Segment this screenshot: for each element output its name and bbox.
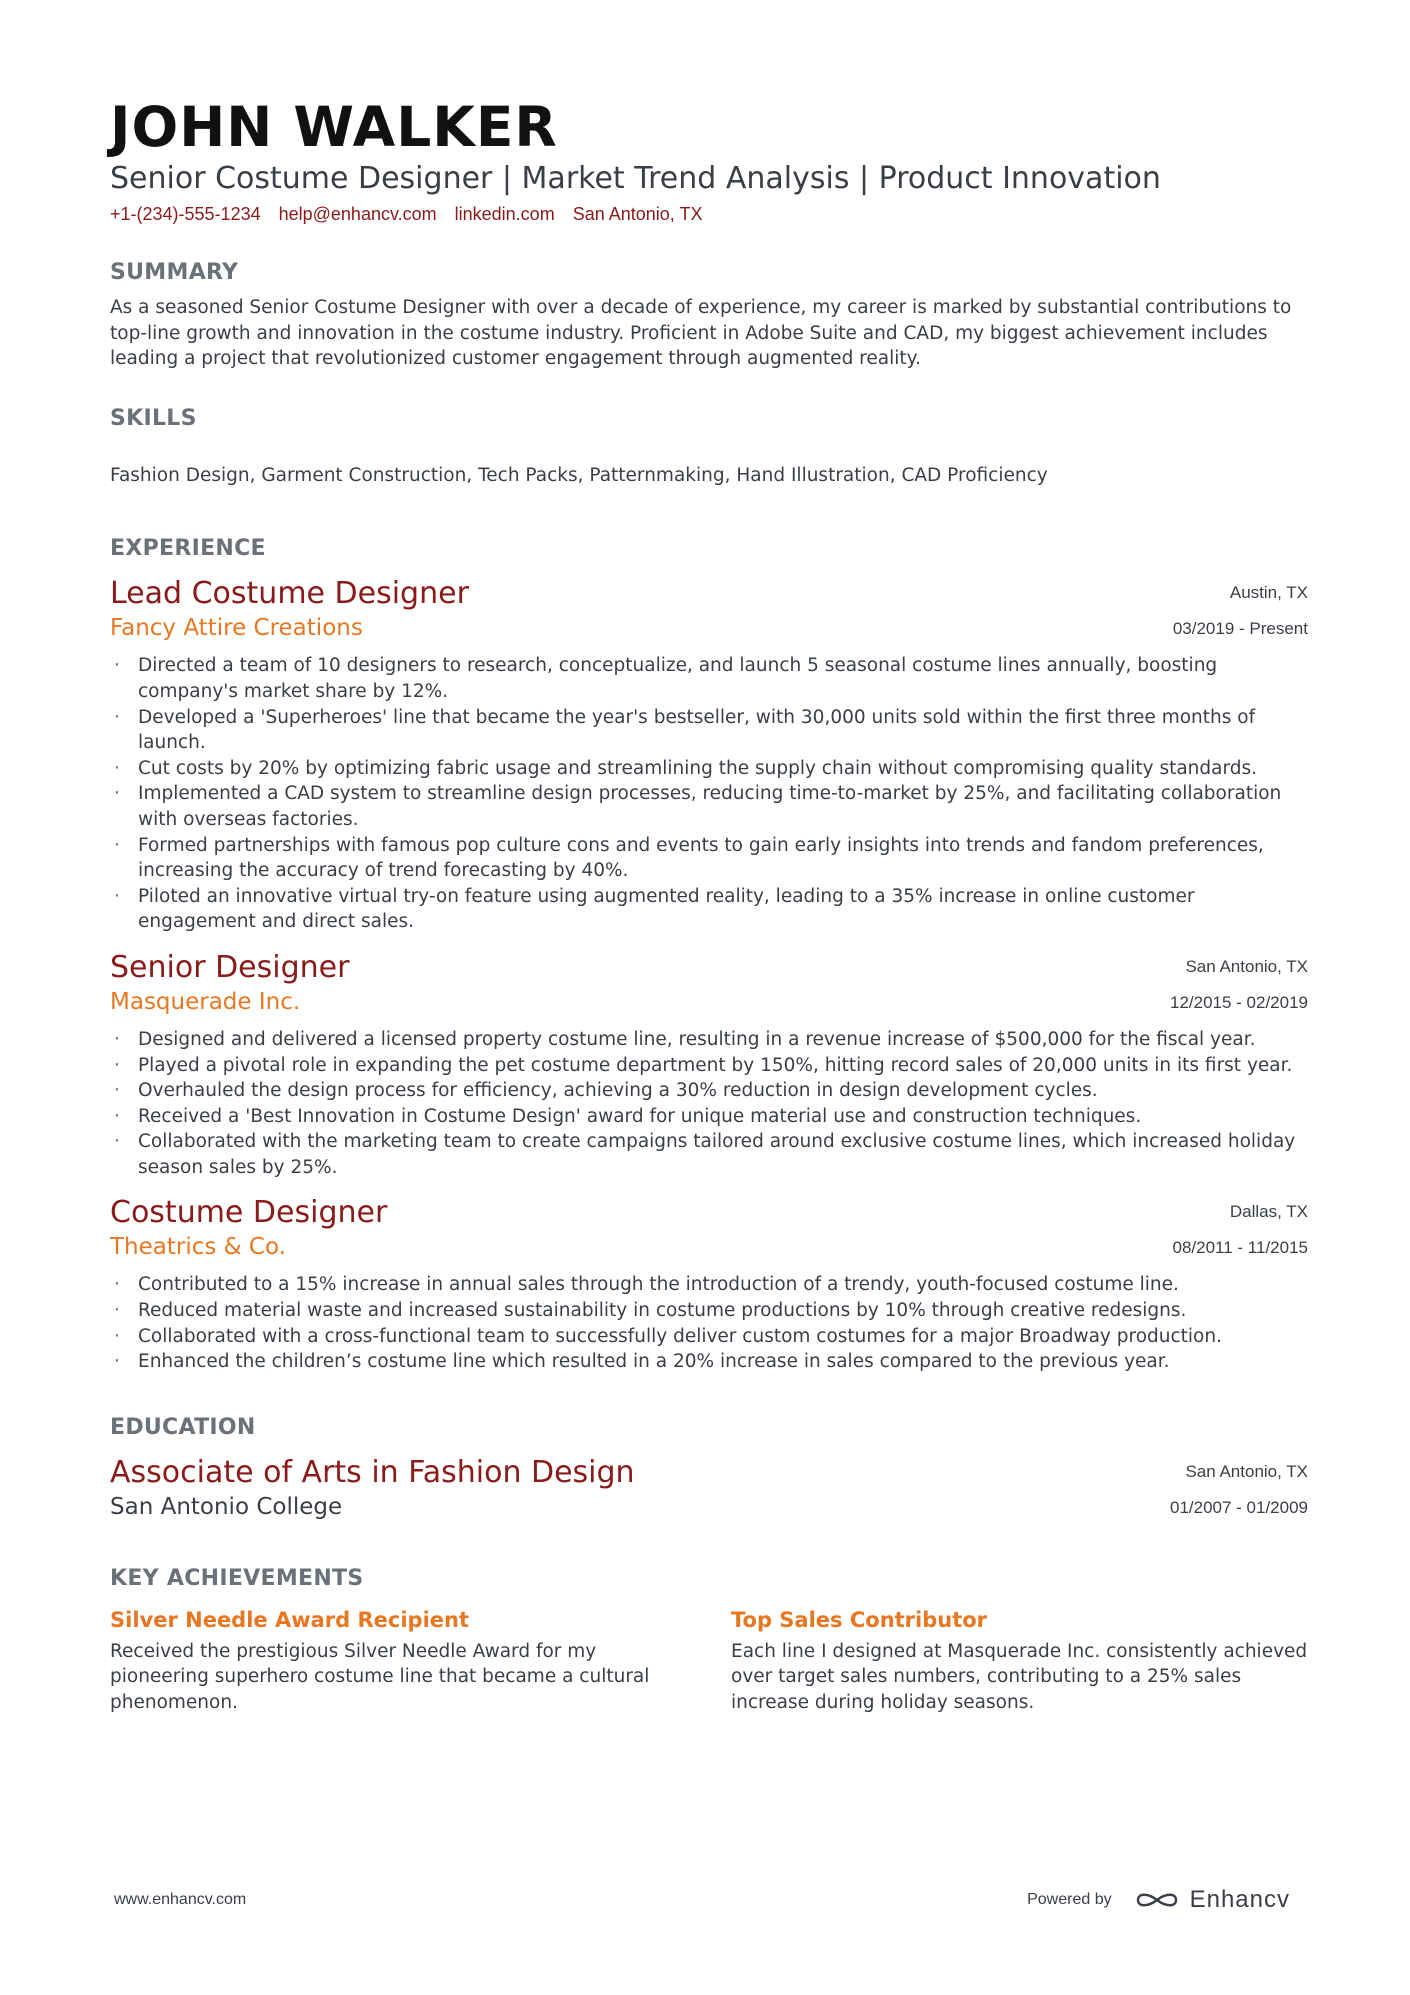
job-bullets bbox=[110, 1272, 1308, 1374]
experience-entry bbox=[110, 575, 1308, 935]
page-footer bbox=[114, 1886, 1290, 1914]
job-company: Fancy Attire Creations bbox=[110, 615, 363, 642]
job-location: Austin, TX bbox=[1229, 583, 1308, 603]
job-role: Lead Costume Designer bbox=[110, 576, 469, 612]
achievement-text: Each line I designed at Masquerade Inc. consistently achieved over target sales numbers, contributing to a 25% sales increase during holiday seasons. bbox=[731, 1640, 1308, 1714]
skills-section bbox=[110, 406, 1308, 489]
summary-text: As a seasoned Senior Costume Designer with over a decade of experience, my career is marked by substantial contributions to top-line growth and innovation in the costume industry. Proficient in Adobe Suite and CAD, my biggest achievement includes leading a project that revolutionized customer engagement through augmented reality. bbox=[110, 297, 1292, 370]
bullet-item: · Enhanced the children’s costume line which resulted in a 20% increase in sales compared to the previous year. bbox=[110, 1349, 1308, 1375]
achievement-item bbox=[110, 1605, 687, 1716]
resume-page bbox=[110, 96, 1308, 1716]
job-role: Senior Designer bbox=[110, 949, 350, 985]
bullet-item: · Overhauled the design process for efficiency, achieving a 30% reduction in design development cycles. bbox=[110, 1078, 1308, 1104]
job-dates: 08/2011 - 11/2015 bbox=[1172, 1238, 1308, 1258]
achievement-title: Silver Needle Award Recipient bbox=[110, 1607, 470, 1632]
enhancv-brand[interactable] bbox=[1134, 1886, 1290, 1914]
education-title: EDUCATION bbox=[110, 1414, 256, 1440]
powered-by-label: Powered by bbox=[1027, 1891, 1112, 1908]
achievements-title: KEY ACHIEVEMENTS bbox=[110, 1565, 364, 1591]
job-dates: 03/2019 - Present bbox=[1172, 619, 1308, 639]
enhancv-logo-icon bbox=[1134, 1888, 1180, 1912]
bullet-item: · Received a 'Best Innovation in Costume Design' award for unique material use and construction techniques. bbox=[110, 1104, 1308, 1130]
summary-section bbox=[110, 260, 1308, 372]
education-section bbox=[110, 1415, 1308, 1526]
contact-phone[interactable]: +1-(234)-555-1234 bbox=[110, 204, 261, 224]
job-location: San Antonio, TX bbox=[1185, 956, 1308, 976]
degree-title: Associate of Arts in Fashion Design bbox=[110, 1454, 635, 1490]
bullet-item: · Implemented a CAD system to streamline design processes, reducing time-to-market by 25%, and facilitating collaboration with overseas factories. bbox=[110, 781, 1308, 832]
brand-name: Enhancv bbox=[1189, 1886, 1290, 1913]
job-role: Costume Designer bbox=[110, 1195, 388, 1231]
education-dates: 01/2007 - 01/2009 bbox=[1169, 1497, 1308, 1517]
job-company: Masquerade Inc. bbox=[110, 988, 301, 1015]
summary-title: SUMMARY bbox=[110, 260, 239, 285]
bullet-item: · Collaborated with the marketing team to create campaigns tailored around exclusive costume lines, which increased holiday season sales by 25%. bbox=[110, 1129, 1308, 1180]
education-entry bbox=[110, 1454, 1308, 1526]
job-location: Dallas, TX bbox=[1229, 1202, 1308, 1222]
education-location: San Antonio, TX bbox=[1185, 1461, 1308, 1481]
contact-linkedin[interactable]: linkedin.com bbox=[454, 204, 555, 224]
bullet-item: · Contributed to a 15% increase in annual sales through the introduction of a trendy, youth-focused costume line. bbox=[110, 1272, 1308, 1298]
experience-section bbox=[110, 536, 1308, 1374]
experience-entry bbox=[110, 1194, 1308, 1374]
bullet-item: · Piloted an innovative virtual try-on feature using augmented reality, leading to a 35% increase in online customer engagement and direct sales. bbox=[110, 884, 1308, 935]
bullet-item: · Developed a 'Superheroes' line that became the year's bestseller, with 30,000 units sold within the first three months of launch. bbox=[110, 705, 1308, 756]
bullet-item: · Reduced material waste and increased sustainability in costume productions by 10% through creative redesigns. bbox=[110, 1298, 1308, 1324]
job-company: Theatrics & Co. bbox=[110, 1234, 286, 1261]
experience-entry bbox=[110, 949, 1308, 1181]
job-dates: 12/2015 - 02/2019 bbox=[1169, 992, 1308, 1012]
bullet-item: · Played a pivotal role in expanding the pet costume department by 150%, hitting record sales of 20,000 units in its first year. bbox=[110, 1053, 1308, 1079]
achievement-text: Received the prestigious Silver Needle Award for my pioneering superhero costume line that became a cultural phenomenon. bbox=[110, 1640, 650, 1714]
bullet-item: · Designed and delivered a licensed property costume line, resulting in a revenue increase of $500,000 for the fiscal year. bbox=[110, 1027, 1308, 1053]
skills-title: SKILLS bbox=[110, 405, 197, 431]
bullet-item: · Cut costs by 20% by optimizing fabric usage and streamlining the supply chain without compromising quality standards. bbox=[110, 756, 1308, 782]
skills-text: Fashion Design, Garment Construction, Tech Packs, Patternmaking, Hand Illustration, CAD Proficiency bbox=[110, 464, 1048, 486]
achievement-item bbox=[731, 1605, 1308, 1716]
achievements-section bbox=[110, 1566, 1308, 1716]
experience-title: EXPERIENCE bbox=[110, 536, 266, 562]
contact-row bbox=[110, 202, 1308, 226]
achievement-title: Top Sales Contributor bbox=[731, 1607, 988, 1632]
bullet-item: · Formed partnerships with famous pop culture cons and events to gain early insights into trends and fandom preferences, increasing the accuracy of trend forecasting by 40%. bbox=[110, 833, 1308, 884]
job-bullets bbox=[110, 653, 1308, 935]
bullet-item: · Directed a team of 10 designers to research, conceptualize, and launch 5 seasonal costume lines annually, boosting company's market share by 12%. bbox=[110, 653, 1308, 704]
contact-location: San Antonio, TX bbox=[572, 204, 703, 224]
contact-email[interactable]: help@enhancv.com bbox=[278, 204, 437, 224]
bullet-item: · Collaborated with a cross-functional team to successfully deliver custom costumes for a major Broadway production. bbox=[110, 1324, 1308, 1350]
job-bullets bbox=[110, 1027, 1308, 1181]
candidate-headline: Senior Costume Designer | Market Trend Analysis | Product Innovation bbox=[110, 161, 1161, 196]
school-name: San Antonio College bbox=[110, 1493, 343, 1520]
candidate-name: JOHN WALKER bbox=[110, 95, 558, 159]
footer-website-link[interactable]: www.enhancv.com bbox=[114, 1891, 247, 1908]
